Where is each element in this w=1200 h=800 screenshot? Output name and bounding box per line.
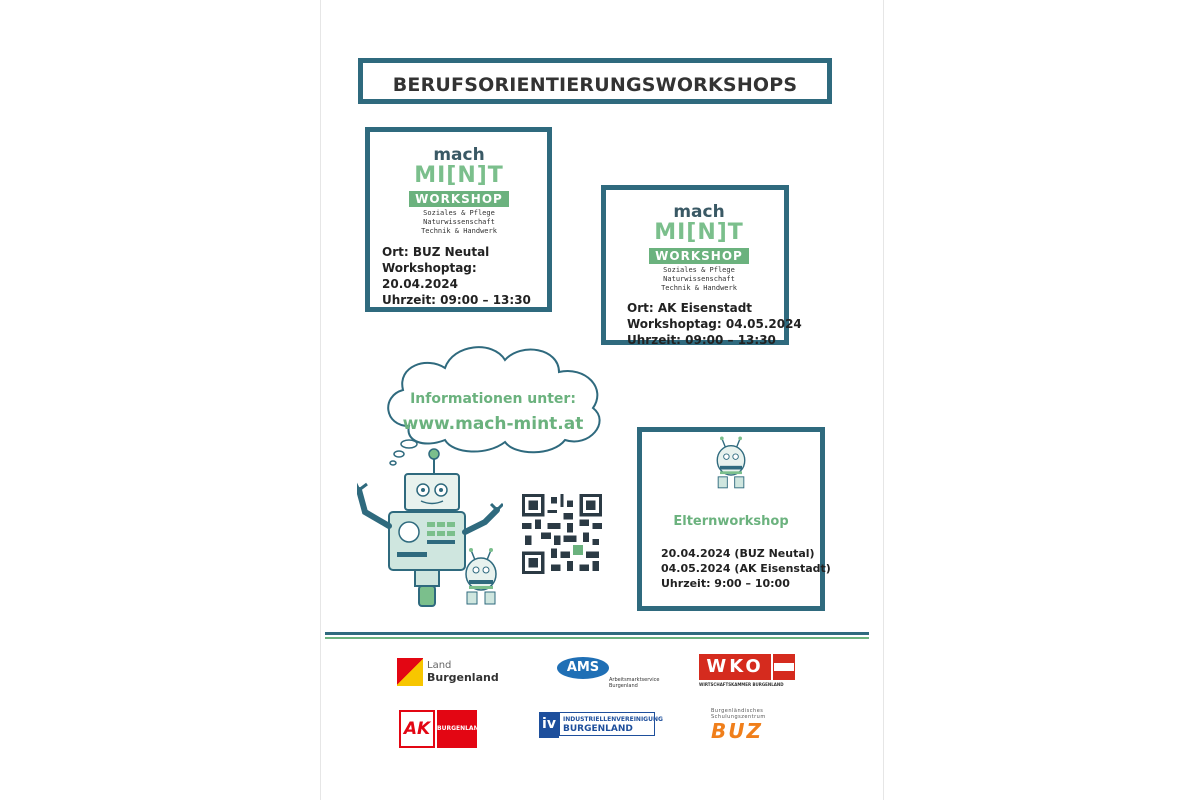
land-burgenland-logo: Land Burgenland (397, 656, 489, 694)
workshop-2-day: Workshoptag: 04.05.2024 (627, 317, 802, 331)
page-title: BERUFSORIENTIERUNGSWORKSHOPS (392, 74, 798, 96)
workshop-1-day-label: Workshoptag: (382, 261, 477, 275)
eltern-date-2: 04.05.2024 (AK Eisenstadt) (661, 562, 831, 575)
land-burgenland-flag-icon (397, 658, 423, 686)
eltern-date-1: 20.04.2024 (BUZ Neutal) (661, 547, 815, 560)
workshop-1-info (382, 244, 531, 308)
workshop-1-time: Uhrzeit: 09:00 – 13:30 (382, 293, 531, 307)
workshop-1-date: 20.04.2024 (382, 277, 458, 291)
flyer-page (320, 0, 884, 800)
mach-mint-logo-1 (399, 146, 519, 236)
austria-flag-icon (773, 654, 795, 680)
logo-mint-text: MI[N]T (414, 163, 504, 188)
ak-burgenland-logo: AK BURGENLAND (399, 710, 477, 748)
mach-mint-logo-2 (639, 203, 759, 293)
wko-logo: WKO WIRTSCHAFTSKAMMER BURGENLAND (699, 654, 795, 690)
buz-logo: Burgenländisches Schulungszentrum BUZ (711, 708, 766, 743)
divider-bottom (325, 637, 869, 639)
logo-subjects: Soziales & Pflege Naturwissenschaft Technik & Handwerk (421, 209, 497, 235)
workshop-2-location: Ort: AK Eisenstadt (627, 301, 753, 315)
website-link[interactable]: www.mach-mint.at (402, 414, 584, 434)
eltern-workshop-info (661, 546, 831, 591)
title-frame (358, 58, 832, 104)
logo-mach-text: mach (433, 145, 485, 165)
workshop-2-info (627, 300, 802, 348)
eltern-time: Uhrzeit: 9:00 – 10:00 (661, 577, 790, 590)
ams-logo: AMS Arbeitsmarktservice Burgenland (557, 655, 643, 693)
logo-subjects: Soziales & Pflege Naturwissenschaft Technik & Handwerk (661, 266, 737, 292)
info-label: Informationen unter: (410, 391, 576, 407)
logo-mint-text: MI[N]T (654, 220, 744, 245)
logo-mach-text: mach (673, 202, 725, 222)
divider-top (325, 632, 869, 635)
eltern-workshop-title: Elternworkshop (673, 514, 789, 529)
qr-code-icon[interactable] (522, 494, 602, 574)
small-robot-icon (457, 548, 505, 608)
logo-workshop-badge: WORKSHOP (649, 248, 749, 264)
logo-workshop-badge: WORKSHOP (409, 191, 509, 207)
small-robot-icon (709, 436, 753, 492)
workshop-1-location: Ort: BUZ Neutal (382, 245, 490, 259)
iv-burgenland-logo: iv INDUSTRIELLENVEREINIGUNG BURGENLAND (539, 712, 657, 738)
workshop-2-time: Uhrzeit: 09:00 – 13:30 (627, 333, 776, 347)
